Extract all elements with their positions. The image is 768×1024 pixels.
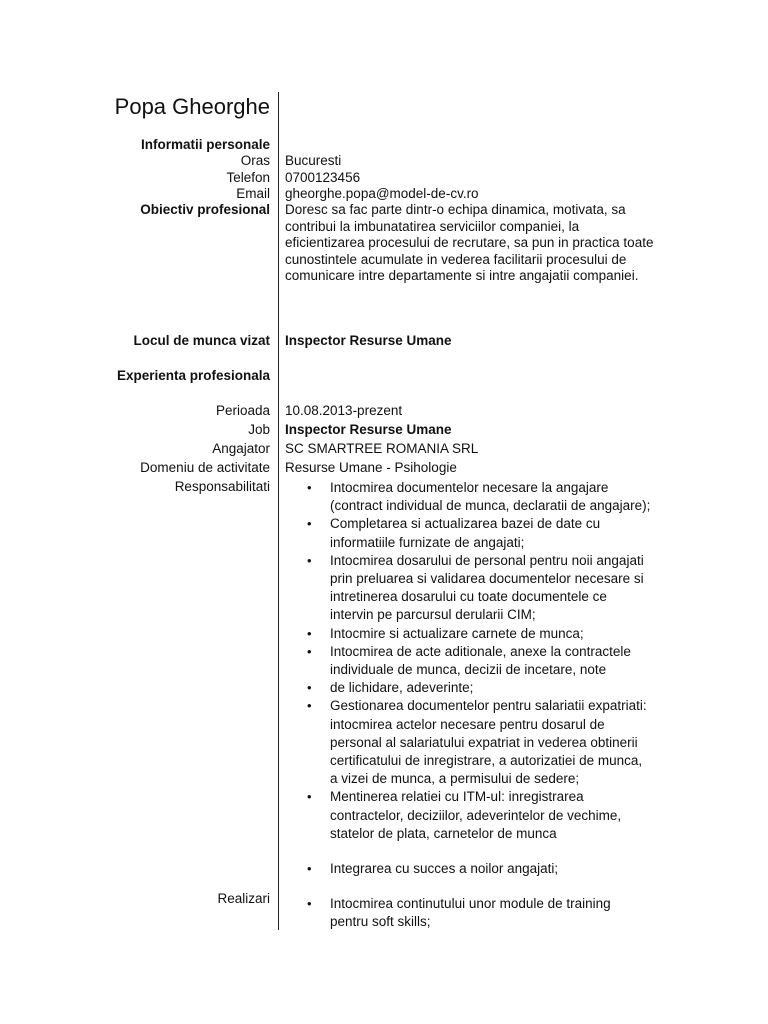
list-item: • Intocmirea dosarului de personal pentru noii angajati prin preluarea si validarea documentelor necesare si intretinerea dosarului cu toate documentele ce intervin pe parcursul derularii CIM; xyxy=(307,552,644,623)
domain-label: Domeniu de activitate xyxy=(140,460,270,475)
list-item: • de lichidare, adeverinte; xyxy=(285,679,685,697)
job-label: Job xyxy=(248,422,270,437)
city-value: Bucuresti xyxy=(285,153,342,168)
responsibilities-list xyxy=(285,479,685,843)
personal-info-heading: Informatii personale xyxy=(140,137,270,152)
bullet-icon: • xyxy=(307,789,312,805)
objective-label: Obiectiv profesional xyxy=(140,202,270,217)
achievements-list xyxy=(285,895,685,931)
employer-value: SC SMARTREE ROMANIA SRL xyxy=(285,441,479,456)
list-item: • Gestionarea documentelor pentru salariatii expatriati: intocmirea actelor necesare pentru dosarul de personal al salariatului expatriat in vederea obtinerii certificatului de inregistrare, a autorizatiei de munca, a vizei de munca, a permisului de sedere; xyxy=(307,698,647,787)
target-job-value: Inspector Resurse Umane xyxy=(285,333,452,348)
list-item: • Intocmirea documentelor necesare la angajare (contract individual de munca, declaratii de angajare); xyxy=(307,480,651,514)
bullet-icon: • xyxy=(307,516,312,532)
column-divider xyxy=(278,92,279,930)
phone-label: Telefon xyxy=(226,170,270,185)
bullet-icon: • xyxy=(307,552,312,568)
achievements-label: Realizari xyxy=(217,891,270,906)
bullet-icon: • xyxy=(307,698,312,714)
job-value: Inspector Resurse Umane xyxy=(285,422,452,437)
email-value[interactable]: gheorghe.popa@model-de-cv.ro xyxy=(285,186,479,201)
bullet-icon: • xyxy=(307,861,312,876)
list-item: • Mentinerea relatiei cu ITM-ul: inregistrarea contractelor, deciziilor, adeverintelor de vechime, statelor de plata, carnetelor de munca xyxy=(307,789,622,841)
target-job-label: Locul de munca vizat xyxy=(133,333,270,348)
bullet-icon: • xyxy=(307,625,312,641)
list-item: • Intocmire si actualizare carnete de munca; xyxy=(285,625,685,643)
email-label: Email xyxy=(236,186,270,201)
experience-heading: Experienta profesionala xyxy=(116,368,270,383)
list-item: • Integrarea cu succes a noilor angajati; xyxy=(285,860,685,878)
bullet-icon: • xyxy=(307,896,312,911)
objective-text: Doresc sa fac parte dintr-o echipa dinamica, motivata, sa contribui la imbunatatirea serviciilor companiei, la eficientizarea procesului de recrutare, sa pun in practica toate cunostintele acumulate in vederea facilitarii procesului de comunicare intre departamente si intre angajatii companiei. xyxy=(285,202,654,284)
bullet-icon: • xyxy=(307,480,312,495)
list-item: • Intocmirea de acte aditionale, anexe la contractele individuale de munca, decizii de incetare, note xyxy=(307,643,631,678)
city-label: Oras xyxy=(240,153,270,168)
cv-name: Popa Gheorghe xyxy=(114,94,270,119)
bullet-icon: • xyxy=(307,643,312,659)
responsibilities-label: Responsabilitati xyxy=(174,479,270,494)
phone-value: 0700123456 xyxy=(285,170,361,185)
list-item: • Intocmirea continutului unor module de training pentru soft skills; xyxy=(307,896,611,930)
employer-label: Angajator xyxy=(212,441,270,456)
bullet-icon: • xyxy=(307,680,312,696)
period-label: Perioada xyxy=(215,403,270,418)
list-item: • Completarea si actualizarea bazei de date cu informatiile furnizate de angajati; xyxy=(307,516,601,550)
domain-value: Resurse Umane - Psihologie xyxy=(285,460,457,475)
period-value: 10.08.2013-prezent xyxy=(285,403,403,418)
extra-list xyxy=(285,860,685,878)
